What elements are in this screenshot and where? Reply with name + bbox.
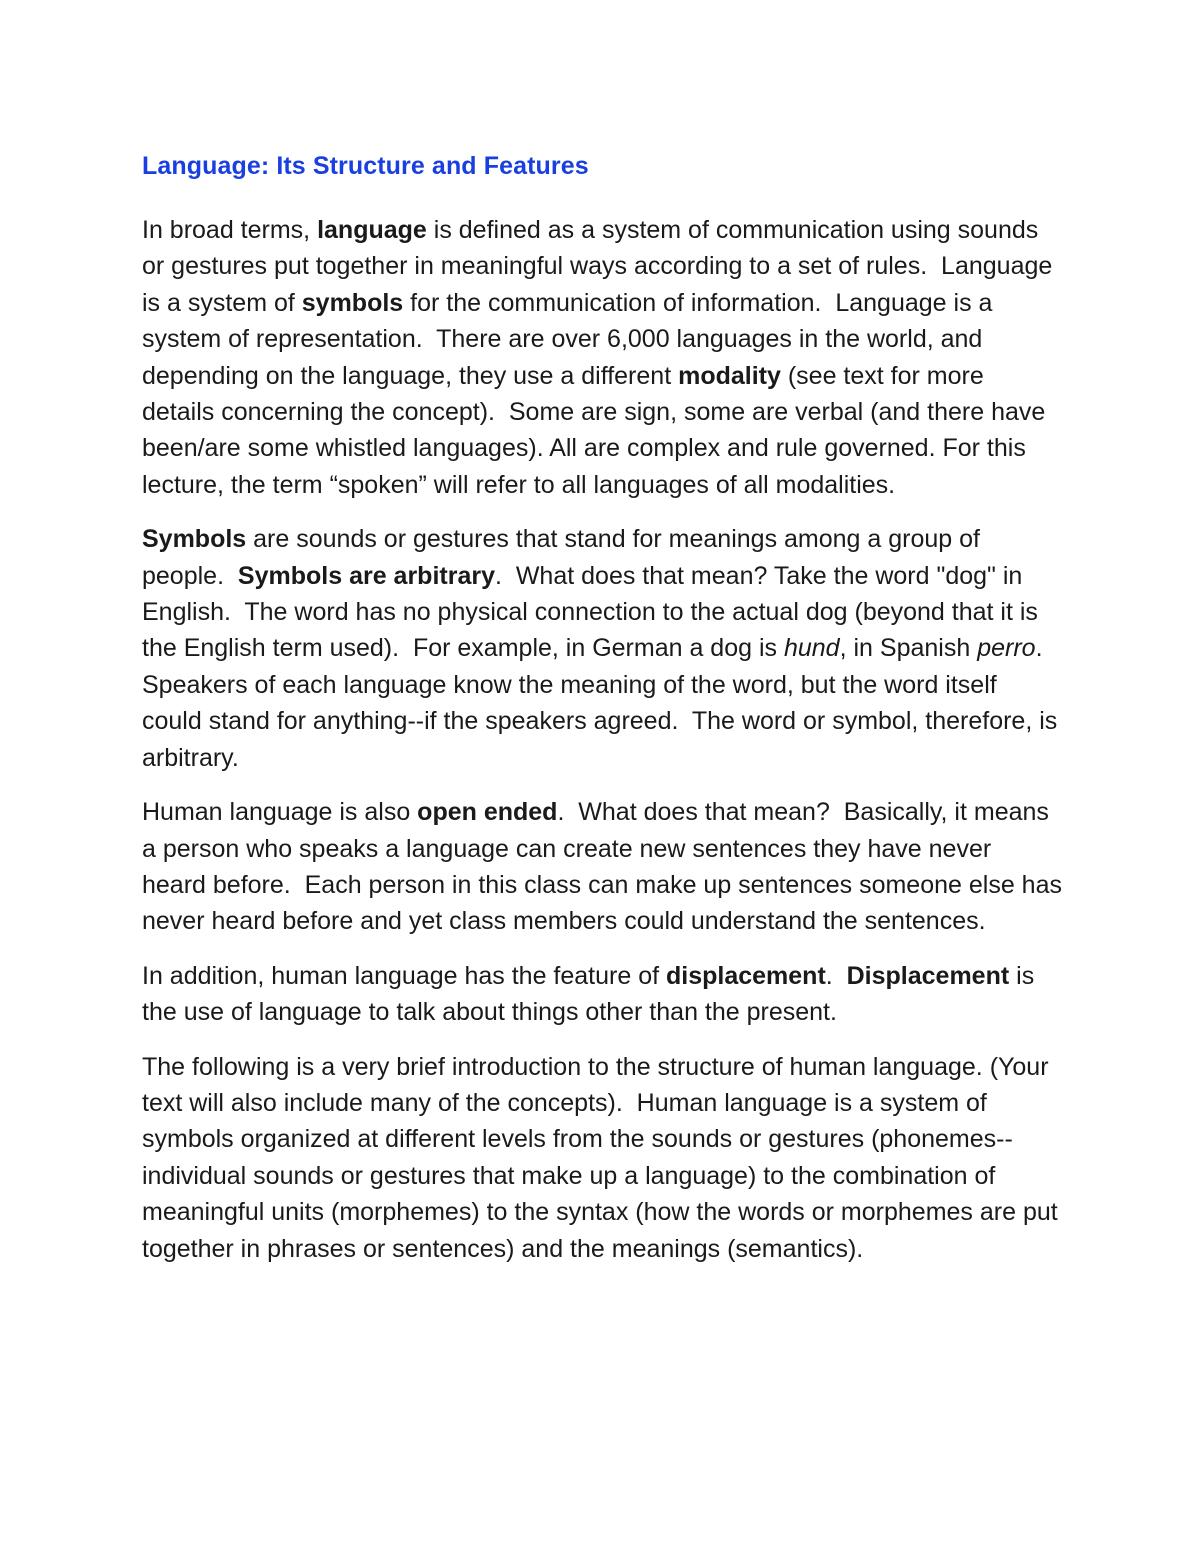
- bold-term: open ended: [417, 798, 558, 827]
- text-run: .: [825, 961, 847, 990]
- bold-term: Symbols are arbitrary: [237, 561, 495, 590]
- bold-term: modality: [678, 361, 781, 390]
- text-run: . What does that mean? Take the word "dog" in English. The word has no physical connection to the actual dog (beyond that it is the English term used). For example, in German a dog is: [142, 561, 1045, 663]
- bold-term: Displacement: [846, 961, 1010, 990]
- text-run: The following is a very brief introduction to the structure of human language. (Your text will also include many of the concepts). Human language is a system of symbols organized at different levels from the sounds or gestures (phonemes--individual sounds or gestures that make up a language) to the combination of meaningful units (morphemes) to the syntax (how the words or morphemes are put together in phrases or sentences) and the meanings (semantics).: [142, 1052, 1065, 1263]
- paragraph-p2: [142, 521, 1065, 776]
- italic-term: perro: [977, 634, 1036, 663]
- bold-term: language: [317, 216, 427, 244]
- paragraph-p3: [142, 794, 1069, 940]
- document-body: [142, 212, 1069, 1267]
- text-run: Human language is also: [142, 798, 418, 827]
- text-run: is defined as a system of communication using sounds or gestures put together in meaningful ways according to a set of rules. Language is a system of: [142, 216, 1060, 317]
- bold-term: Symbols: [142, 525, 247, 554]
- text-run: , in Spanish: [839, 634, 978, 663]
- text-run: In addition, human language has the feature of: [142, 961, 666, 990]
- text-run: is the use of language to talk about things other than the present.: [142, 961, 1042, 1027]
- bold-term: displacement: [666, 961, 826, 990]
- italic-term: hund: [783, 634, 840, 663]
- text-run: . Speakers of each language know the meaning of the word, but the word itself could stand for anything--if the speakers agreed. The word or symbol, therefore, is arbitrary.: [142, 634, 1065, 772]
- paragraph-p1: [142, 212, 1062, 503]
- text-run: (see text for more details concerning the concept). Some are sign, some are verbal (and there have been/are some whistled languages). All are complex and rule governed. For this lecture, the term “spoken” will refer to all languages of all modalities.: [142, 361, 1053, 499]
- document-title: Language: Its Structure and Features: [142, 152, 589, 180]
- text-run: . What does that mean? Basically, it means a person who speaks a language can create new sentences they have never heard before. Each person in this class can make up sentences someone else has never heard before and yet class members could understand the sentences.: [142, 798, 1069, 936]
- bold-term: symbols: [301, 288, 404, 317]
- text-run: for the communication of information. Language is a system of representation. There are over 6,000 languages in the world, and depending on the language, they use a different: [142, 288, 1000, 390]
- paragraph-p4: [142, 958, 1062, 1031]
- paragraph-p5: [142, 1049, 1065, 1267]
- text-run: In broad terms,: [142, 216, 318, 244]
- text-run: are sounds or gestures that stand for meanings among a group of people.: [142, 525, 987, 590]
